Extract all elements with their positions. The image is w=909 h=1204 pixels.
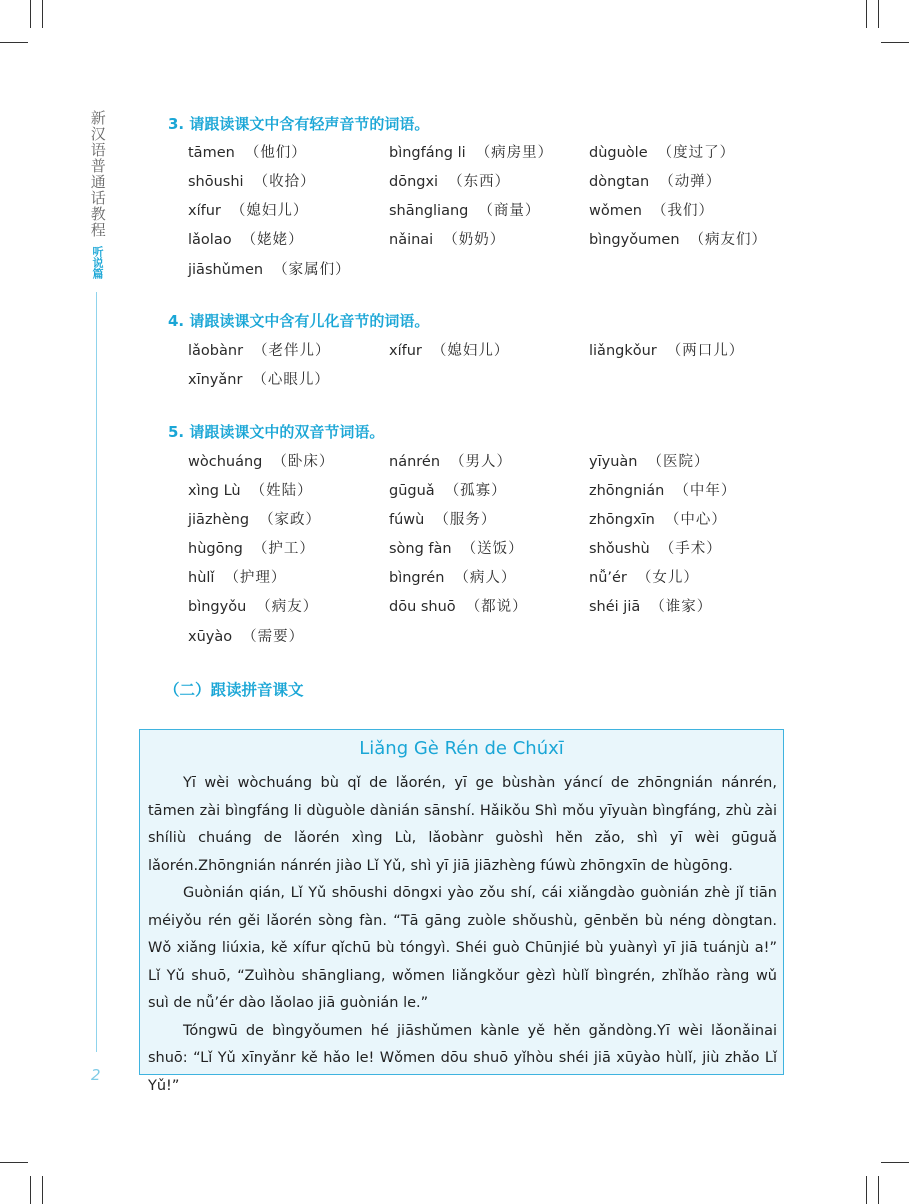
word-pinyin: hùlǐ bbox=[188, 570, 215, 586]
section-title: 4. 请跟读课文中含有儿化音节的词语。 bbox=[168, 312, 430, 330]
word-pinyin: zhōngxīn bbox=[589, 512, 655, 528]
word-hanzi: （女儿） bbox=[636, 570, 699, 586]
word-item bbox=[589, 340, 744, 362]
section-title: 5. 请跟读课文中的双音节词语。 bbox=[168, 423, 385, 441]
word-item bbox=[188, 509, 321, 531]
word-hanzi: （两口儿） bbox=[666, 343, 745, 359]
crop-mark bbox=[866, 1176, 867, 1204]
word-hanzi: （心眼儿） bbox=[252, 372, 330, 388]
word-hanzi: （需要） bbox=[242, 629, 305, 645]
word-hanzi: （病人） bbox=[454, 570, 517, 586]
word-hanzi: （谁家） bbox=[650, 599, 713, 615]
word-pinyin: nǎinai bbox=[389, 232, 434, 248]
word-hanzi: （孤寡） bbox=[444, 483, 507, 499]
word-pinyin: shāngliang bbox=[389, 203, 469, 219]
word-pinyin: yīyuàn bbox=[589, 454, 638, 470]
word-hanzi: （病房里） bbox=[475, 145, 554, 161]
pinyin-text-box bbox=[139, 729, 784, 1094]
crop-mark bbox=[866, 0, 867, 28]
word-hanzi: （东西） bbox=[448, 174, 511, 190]
word-item bbox=[188, 596, 318, 618]
word-item bbox=[188, 171, 316, 193]
word-hanzi: （姓陆） bbox=[250, 483, 313, 499]
text-paragraph: Tóngwū de bìngyǒumen hé jiāshǔmen kànle yě hěn gǎndòng.Yī wèi lǎonǎinai shuō: “Lǐ Yǔ xīnyǎnr kě hǎo le! Wǒmen dōu shuō yǐhòu shéi jiā xūyào hùlǐ, jiù zhǎo Lǐ Yǔ!” bbox=[148, 1022, 777, 1094]
word-item bbox=[389, 200, 540, 222]
word-item bbox=[188, 538, 315, 560]
word-pinyin: xífur bbox=[188, 203, 221, 219]
word-item bbox=[389, 229, 505, 251]
word-pinyin: xífur bbox=[389, 343, 422, 359]
word-pinyin: bìngyǒu bbox=[188, 599, 247, 615]
word-item bbox=[188, 142, 307, 164]
word-hanzi: （卧床） bbox=[272, 454, 335, 470]
book-title: 新汉语普通话教程 bbox=[88, 110, 107, 238]
word-pinyin: nǚ’ér bbox=[589, 570, 627, 586]
word-pinyin: bìngrén bbox=[389, 570, 445, 586]
word-item bbox=[389, 596, 528, 618]
word-pinyin: lǎobànr bbox=[188, 343, 244, 359]
word-hanzi: （收拾） bbox=[253, 174, 316, 190]
word-pinyin: zhōngnián bbox=[589, 483, 665, 499]
word-pinyin: xìng Lù bbox=[188, 483, 241, 499]
word-item bbox=[589, 200, 714, 222]
word-item bbox=[589, 567, 699, 589]
crop-mark bbox=[42, 1176, 43, 1204]
word-item bbox=[589, 171, 721, 193]
word-item bbox=[389, 509, 496, 531]
word-hanzi: （中年） bbox=[674, 483, 737, 499]
crop-mark bbox=[881, 1162, 909, 1163]
word-item bbox=[589, 142, 735, 164]
word-hanzi: （送饭） bbox=[461, 541, 524, 557]
word-pinyin: nánrén bbox=[389, 454, 441, 470]
word-pinyin: lǎolao bbox=[188, 232, 232, 248]
word-pinyin: shǒushù bbox=[589, 541, 650, 557]
word-item bbox=[188, 567, 286, 589]
crop-mark bbox=[881, 42, 909, 43]
word-hanzi: （度过了） bbox=[657, 145, 736, 161]
word-hanzi: （商量） bbox=[478, 203, 541, 219]
word-pinyin: xūyào bbox=[188, 629, 233, 645]
word-item bbox=[389, 480, 507, 502]
text-title: Liǎng Gè Rén de Chúxī bbox=[359, 738, 564, 759]
crop-mark bbox=[42, 0, 43, 28]
word-pinyin: jiāzhèng bbox=[188, 512, 250, 528]
word-item bbox=[188, 626, 304, 648]
word-item bbox=[389, 567, 516, 589]
word-pinyin: dùguòle bbox=[589, 145, 648, 161]
volume-label: 听说篇 bbox=[91, 246, 104, 279]
crop-mark bbox=[878, 0, 879, 28]
part-title: （二）跟读拼音课文 bbox=[164, 681, 304, 699]
word-pinyin: bìngfáng li bbox=[389, 145, 466, 161]
word-pinyin: wòchuáng bbox=[188, 454, 263, 470]
word-hanzi: （老伴儿） bbox=[253, 343, 331, 359]
word-pinyin: tāmen bbox=[188, 145, 235, 161]
word-item bbox=[589, 509, 727, 531]
word-pinyin: jiāshǔmen bbox=[188, 262, 264, 278]
text-paragraph: Guònián qián, Lǐ Yǔ shōushi dōngxi yào zǒu shí, cái xiǎngdào guònián zhè jǐ tiān méiyǒu rén gěi lǎorén sòng fàn. “Tā gāng zuòle shǒushù, gēnběn bù néng dòngtan. Wǒ xiǎng liúxia, kě xífur qǐchū bù tóngyì. Shéi guò Chūnjié bù yuànyì yī jiā tuánjù a!” Lǐ Yǔ shuō, “Zuìhòu shāngliang, wǒmen liǎngkǒur gèzì hùlǐ bìngrén, zhǐhǎo ràng wǔ suì de nǚ’ér dào lǎolao jiā guònián le.” bbox=[148, 885, 777, 1011]
word-pinyin: liǎngkǒur bbox=[589, 343, 657, 359]
word-item bbox=[389, 142, 553, 164]
word-pinyin: fúwù bbox=[389, 512, 425, 528]
word-item bbox=[188, 451, 334, 473]
word-pinyin: hùgōng bbox=[188, 541, 243, 557]
word-item bbox=[389, 451, 512, 473]
word-hanzi: （他们） bbox=[244, 145, 307, 161]
word-pinyin: bìngyǒumen bbox=[589, 232, 680, 248]
word-pinyin: shōushi bbox=[188, 174, 244, 190]
word-item bbox=[188, 200, 308, 222]
crop-mark bbox=[0, 1162, 28, 1163]
word-hanzi: （家政） bbox=[259, 512, 322, 528]
crop-mark bbox=[30, 1176, 31, 1204]
word-hanzi: （服务） bbox=[434, 512, 497, 528]
word-hanzi: （病友们） bbox=[689, 232, 768, 248]
word-hanzi: （手术） bbox=[659, 541, 722, 557]
word-pinyin: wǒmen bbox=[589, 203, 642, 219]
word-hanzi: （男人） bbox=[450, 454, 513, 470]
word-item bbox=[589, 596, 712, 618]
word-item bbox=[589, 480, 736, 502]
word-hanzi: （病友） bbox=[256, 599, 319, 615]
word-item bbox=[188, 340, 331, 362]
text-body bbox=[148, 770, 777, 1100]
word-pinyin: sòng fàn bbox=[389, 541, 452, 557]
word-hanzi: （媳妇儿） bbox=[230, 203, 309, 219]
crop-mark bbox=[30, 0, 31, 28]
word-item bbox=[589, 229, 767, 251]
word-item bbox=[188, 369, 330, 391]
word-hanzi: （护工） bbox=[252, 541, 315, 557]
word-item bbox=[188, 229, 304, 251]
word-item bbox=[188, 259, 351, 281]
page-number: 2 bbox=[91, 1066, 101, 1084]
crop-mark bbox=[878, 1176, 879, 1204]
word-pinyin: xīnyǎnr bbox=[188, 372, 243, 388]
crop-mark bbox=[0, 42, 28, 43]
word-item bbox=[389, 340, 509, 362]
word-item bbox=[389, 171, 510, 193]
word-hanzi: （我们） bbox=[651, 203, 714, 219]
word-item bbox=[589, 538, 722, 560]
word-item bbox=[389, 538, 524, 560]
section-title: 3. 请跟读课文中含有轻声音节的词语。 bbox=[168, 115, 430, 133]
spine bbox=[84, 110, 110, 279]
word-pinyin: dòngtan bbox=[589, 174, 650, 190]
word-hanzi: （医院） bbox=[647, 454, 710, 470]
text-paragraph: Yī wèi wòchuáng bù qǐ de lǎorén, yī ge bùshàn yáncí de zhōngnián nánrén, tāmen zài bìngfáng li dùguòle dànián sānshí. Hǎikǒu Shì mǒu yīyuàn bìngfáng, zhù zài shíliù chuáng de lǎorén xìng Lù, lǎobànr guòshì hěn zǎo, shì yī wèi gūguǎ lǎorén.Zhōngnián nánrén jiào Lǐ Yǔ, shì yī jiā jiāzhèng fúwù zhōngxīn de hùgōng. bbox=[148, 775, 777, 874]
word-hanzi: （家属们） bbox=[273, 262, 351, 278]
spine-divider bbox=[96, 292, 97, 1052]
word-pinyin: dōngxi bbox=[389, 174, 439, 190]
word-hanzi: （姥姥） bbox=[241, 232, 304, 248]
word-pinyin: dōu shuō bbox=[389, 599, 456, 615]
word-pinyin: gūguǎ bbox=[389, 483, 435, 499]
word-hanzi: （媳妇儿） bbox=[431, 343, 510, 359]
word-hanzi: （动弹） bbox=[659, 174, 722, 190]
word-pinyin: shéi jiā bbox=[589, 599, 641, 615]
word-hanzi: （奶奶） bbox=[443, 232, 506, 248]
word-item bbox=[589, 451, 709, 473]
word-hanzi: （中心） bbox=[664, 512, 727, 528]
word-hanzi: （护理） bbox=[224, 570, 287, 586]
word-item bbox=[188, 480, 313, 502]
word-hanzi: （都说） bbox=[465, 599, 528, 615]
